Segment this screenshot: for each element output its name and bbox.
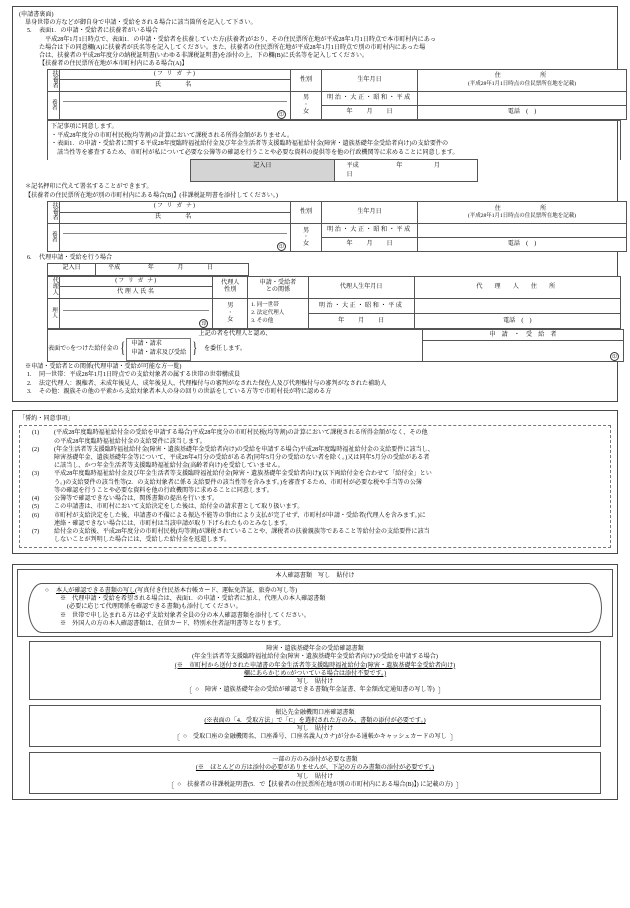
attachment-pension-underline-1: (※ 市町村から送付された申請書の年金生活者等支援臨時福祉給付金(障害・遺族基礎年金受給者向け) xyxy=(174,662,456,669)
panel-attachments xyxy=(12,564,618,800)
attachment-partial xyxy=(29,752,601,794)
table-b-side-label: 扶養者 xyxy=(48,201,60,224)
table-a-header-row xyxy=(48,69,627,80)
attachment-identity-title: 本人確認書類 写し 貼付け xyxy=(275,573,355,580)
bracket-right-icon: 〕 xyxy=(455,780,464,790)
table-a-address-header: 住 所 (平成28年1月1日時点の住民票所在地を記載) xyxy=(418,69,627,92)
agent-address-header: 代 理 人 住 所 xyxy=(414,276,620,299)
agent-tel-input[interactable]: 電話 ( ) xyxy=(414,314,620,329)
pledge-item-3: (3) 平成28年度臨時福祉給付金及び年金生活者等支援臨時福祉給付金(障害・遺族基礎年金受給者向け)(以下両給付金を合わせて「給付金」とい う。)の支給要件の該当性等(2．の支給対象者に係る支給要件の該当性等を含みます。)を審査するため、市町村が必要な税や手当等の公簿 等の確認を行うことや必要な資料を他の行政機関等に求めることに同意します。 xyxy=(32,471,432,494)
relation-note-3: 3. その他：親族その他の平素から支給対象者本人の身の回りの世話をしている方等で市町村長が特に認める方 xyxy=(27,388,332,395)
agent-side-label-2: 理人 xyxy=(48,299,60,329)
supporter-b-address-input[interactable] xyxy=(418,224,627,238)
supporter-gender-input[interactable]: 男 ・ 女 xyxy=(291,92,322,120)
supporter-name-input[interactable] xyxy=(60,92,291,120)
pledge-dashed-box xyxy=(19,425,611,548)
panel-sections-5-6 xyxy=(12,6,618,402)
attachment-pension-sub: (年金生活者等支援臨時福祉給付金(障害・遺族基礎年金受給者向け)の受給を申請する場合) xyxy=(192,654,438,661)
delegation-statement: 上記の者を代理人と認め、 表面で○をつけた給付金の { 申請・請求 申請・請求及び受給 } を委任します。 xyxy=(48,330,423,362)
section-6-number: 6. xyxy=(27,255,32,262)
attachment-pension-item-row[interactable] xyxy=(34,686,596,696)
supporter-era-input[interactable]: 明治・大正・昭和・平成 xyxy=(322,92,418,106)
supporter-birthdate-input[interactable]: 年 月 日 xyxy=(322,106,418,120)
supporter-table-b xyxy=(47,201,627,253)
section-5-title: 表面1．の申請・受給者に扶養者がいる場合 xyxy=(39,28,158,35)
section-5-body-1: 平成28年1月1日時点で、表面1．の申請・受給者を扶養していた方(扶養者)がおり、その住民票所在地が平成28年1月1日時点で本市町村内にあっ xyxy=(45,36,436,43)
supporter-b-era-input[interactable]: 明治・大正・昭和・平成 xyxy=(322,224,418,238)
relation-note-2: 2. 法定代理人：親権者、未成年後見人、成年後見人、代理権付与の審判がなされた保佐人及び代理権付与の審判がなされた補助人 xyxy=(27,380,387,387)
agent-date-table xyxy=(47,263,249,276)
bracket-left-icon: 〔 xyxy=(172,733,181,743)
circle-marker-icon: ○ xyxy=(183,733,188,741)
agent-side-label: 代理人 xyxy=(48,276,60,299)
agent-name-header: 代理人氏名 xyxy=(60,287,213,299)
table-a-gender-header: 性別 xyxy=(291,69,322,92)
section-5-body-3: 合は、扶養者の平成28年度分の納税証明書(いわゆる非課税証明書)を添付の上、下の欄(B)に氏名等を記入してください。 xyxy=(39,53,369,60)
pledge-title: 「誓約・同意事項」 xyxy=(19,416,74,423)
pledge-item-2: (2) (年金生活者等支援臨時福祉給付金(障害・遺族基礎年金受給者向け)の受給を申請する場合)平成28年度臨時福祉給付金の支給要件に該当し、 障害基礎年金、遺族基礎年金等について、平成28年4月分の受給がある者(同年5月分の受給のない者を除く。)又は同年5月分の受給がある者 に該当し、かつ年金生活者等支援臨時福祉給付金(高齢者向け)を受給していません。 xyxy=(32,446,434,470)
pledge-item-1: (1) (平成28年度臨時福祉給付金の受給を申請する場合)平成28年度分の市町村民税(均等割)の計算において課税される所得金額がなく、その他 の平成28年度臨時福祉給付金の支給要件に該当します。 xyxy=(32,430,428,445)
attachment-pension-underline-2: 欄にあらかじめ○がついている場合は添付不要です。) xyxy=(243,670,387,677)
agreement-date-label: 記入日 xyxy=(191,160,334,182)
attachment-bank-title: 振込先金融機関口座確認書類 xyxy=(275,709,355,716)
agent-gender-input[interactable]: 男 ・ 女 xyxy=(213,299,248,329)
attachment-identity-note-3: ※ 外国人の方の本人確認書類は、在留カード、特別永住者証明書等となります。 xyxy=(60,620,285,627)
agent-name-input[interactable] xyxy=(60,299,213,329)
agreement-date-row xyxy=(48,160,621,182)
section-5 xyxy=(19,27,611,68)
attachment-partial-item-row[interactable] xyxy=(34,781,596,791)
attachment-identity-note-1b: (必要に応じて代理関係を確認できる書類)も添付してください。 xyxy=(67,604,242,611)
agent-relation-options[interactable]: 1. 同一世帯 2. 法定代理人 3. その他 xyxy=(248,299,309,329)
agent-era-input[interactable]: 明治・大正・昭和・平成 xyxy=(308,299,414,314)
pledge-item-4: (4) 公簿等で確認できない場合は、関係書類の提出を行います。 xyxy=(32,496,219,503)
circle-marker-icon: ○ xyxy=(177,780,182,788)
table-a-entry-row xyxy=(48,92,627,106)
brace-left-icon: { xyxy=(120,340,125,358)
attachment-bank-sub: (※表面の「4．受取方法」で「C」を選択された方のみ、書類の添付が必要です。) xyxy=(204,718,426,725)
section-6 xyxy=(19,254,611,262)
table-a-side-label-2: 養者 xyxy=(48,92,60,120)
supporter-b-birthdate-input[interactable]: 年 月 日 xyxy=(322,238,418,252)
section-5-number: 5. xyxy=(27,28,32,35)
attachment-pension-item: 障害・遺族基礎年金の受給が確認できる書類(年金証書、年金額改定通知書の写し等) xyxy=(205,687,435,694)
relation-note-1: 1. 同一世帯：平成28年1月1日時点での支給対象者の属する世帯の世帯構成員 xyxy=(27,372,241,379)
agent-furigana-header: (フ リ ガ ナ) xyxy=(60,276,213,287)
bracket-left-icon: 〔 xyxy=(184,686,193,696)
attachment-bank-item-row[interactable] xyxy=(34,733,596,743)
table-b-address-header: 住 所 (平成28年1月1日時点の住民票所在地を記載) xyxy=(418,201,627,224)
table-a-name-header: 氏 名 xyxy=(60,80,291,92)
delegation-applicant-label: 申 請 ・ 受 給 者 xyxy=(423,330,624,341)
agent-gender-header: 代理人 性別 xyxy=(213,276,248,299)
table-b-side-label-2: 養者 xyxy=(48,224,60,252)
seal-icon: 印 xyxy=(199,319,208,328)
case-b-title: 【扶養者の住民票所在地が別の市町村内にある場合(B)】(非課税証明書を添付してください。) xyxy=(25,192,278,199)
panel-pledge xyxy=(12,410,618,554)
document-header: (申請書裏面) xyxy=(19,12,54,18)
agent-birthdate-header: 代理人生年月日 xyxy=(308,276,414,299)
attachment-bank-item: 受取口座の金融機関名、口座番号、口座名義人(カナ)が分かる通帳かキャッシュカードの写し xyxy=(193,734,447,741)
attachment-partial-title: 一部の方のみ添付が必要な書類 xyxy=(272,757,358,764)
bracket-right-icon: 〕 xyxy=(449,733,458,743)
bracket-left-icon: 〔 xyxy=(166,780,175,790)
attachment-identity-main[interactable]: ○ 本人が確認できる書類の写し(写真付き住民基本台帳カード、運転免許証、旅券の写し等) xyxy=(45,586,298,594)
attachment-identity xyxy=(17,569,613,637)
agreement-box xyxy=(47,120,621,182)
attachment-pension-copy-label: 写し 貼付け xyxy=(296,679,334,686)
agreement-date-input[interactable]: 平成 年 月 日 xyxy=(334,160,477,182)
attachment-identity-note-1a: ※ 代理申請・受給を希望される場合は、表面1．の申請・受給者に加え、代理人の本人確認書類 xyxy=(60,596,326,603)
seal-icon: 印 xyxy=(277,110,286,119)
intro-text: 単身世帯の方などが御自身で申請・受給をされる場合に該当箇所を記入して下さい。 xyxy=(25,20,257,27)
attachment-bank xyxy=(29,705,601,747)
table-a-birthdate-header: 生年月日 xyxy=(322,69,418,92)
table-b-furigana-header: (フ リ ガ ナ) xyxy=(60,201,291,212)
relation-notes-title: ※申請・受給者との関係(代理申請・受給が可能な方一覧) xyxy=(25,364,182,371)
seal-icon: 印 xyxy=(610,352,619,361)
attachment-pension xyxy=(29,641,601,700)
table-a-furigana-header: (フ リ ガ ナ) xyxy=(60,69,291,80)
pledge-item-6: (6) 市町村が支給決定をした後、申請書の不備による振込不能等の事由により支払が完了せず、市町村が申請・受給者(代理人を含みます。)に 連絡・確認できない場合には、市町村は当該申請が取り下げられたものとみなします。 xyxy=(32,512,426,527)
table-a-side-label: 扶養者 xyxy=(48,69,60,92)
bracket-right-icon: 〕 xyxy=(437,686,446,696)
supporter-b-gender-input[interactable]: 男 ・ 女 xyxy=(291,224,322,252)
attachment-identity-round-box xyxy=(28,583,602,634)
agent-address-input[interactable] xyxy=(414,299,620,314)
agent-relation-header: 申請・受給者 との関係 xyxy=(248,276,309,299)
section-6-title: 代理申請・受給を行う場合 xyxy=(39,255,113,262)
circle-marker-icon: ○ xyxy=(195,686,200,694)
table-b-name-header: 氏 名 xyxy=(60,212,291,224)
agent-birthdate-input[interactable]: 年 月 日 xyxy=(308,314,414,329)
form-page xyxy=(0,6,630,908)
section-5-body-2: た場合は下の同意欄(A)に扶養者が氏名等を記入してください。また、扶養者の住民票所在地が平成28年1月1日時点で別の市町村内にあった場 xyxy=(39,44,426,51)
attachment-identity-note-2: ※ 世帯で申し込まれる方は必ず支給対象者全員の分の本人確認書類を添付してください。 xyxy=(60,612,310,619)
pledge-item-5: (5) この申請書は、市町村において支給決定をした後は、給付金の請求書として取り扱います。 xyxy=(32,504,304,511)
agent-table xyxy=(47,276,621,330)
supporter-address-input[interactable] xyxy=(418,92,627,106)
supporter-b-name-input[interactable] xyxy=(60,224,291,252)
delegation-applicant-input[interactable] xyxy=(423,341,624,362)
seal-icon: 印 xyxy=(277,242,286,251)
delegation-table xyxy=(47,329,624,362)
attachment-partial-sub: (※ ほとんどの方は添付の必要がありませんが、下記の方のみ書類の添付が必要です。) xyxy=(195,765,435,772)
agreement-text: 下記事項に同意します。 ・平成28年度分の市町村民税(均等割)の計算において課税される所得金額がありません。 ・表面1．の申請・受給者に関する平成28年度臨時福祉給付金及び年金生活者等支援臨時福祉給付金(障害・遺族基礎年金受給者向け)の支給要件の 該当性等を審査するため、市町村が私について必要な公簿等の確認を行うことや必要な資料の提供等を他の行政機関等に求めることに同意します。 xyxy=(48,121,621,160)
case-a-title: 【扶養者の住民票所在地が本市町村内にある場合(A)】 xyxy=(39,61,188,68)
agent-date-input[interactable]: 平成 年 月 日 xyxy=(96,263,249,275)
brace-right-icon: } xyxy=(192,340,198,358)
delegation-options[interactable]: { 申請・請求 申請・請求及び受給 } xyxy=(119,338,199,360)
supporter-b-tel-input[interactable]: 電話 ( ) xyxy=(418,238,627,252)
supporter-tel-input[interactable]: 電話 ( ) xyxy=(418,106,627,120)
table-b-gender-header: 性別 xyxy=(291,201,322,224)
seal-note: ＊記名押印に代えて署名することができます。 xyxy=(25,184,153,191)
attachment-pension-title: 障害・遺族基礎年金の受給確認書類 xyxy=(266,646,364,653)
supporter-table-a xyxy=(47,69,627,121)
pledge-item-7: (7) 給付金の支給後、平成28年度分の市町村民税(均等割)が課税されていることや、課税者の扶養親族等であること等給付金の支給要件に該当 しないことが判明した場合には、受給した給付金を返還します。 xyxy=(32,528,430,544)
attachment-partial-copy-label: 写し 貼付け xyxy=(296,773,334,780)
attachment-partial-item: 扶養者の非課税証明書(5．で【扶養者の住民票所在地が別の市町村内にある場合(B)】) に記載の方) xyxy=(187,781,453,788)
agent-date-label: 記入日 xyxy=(48,263,96,275)
table-b-birthdate-header: 生年月日 xyxy=(322,201,418,224)
attachment-bank-copy-label: 写し 貼付け xyxy=(296,726,334,733)
circle-marker-icon: ○ xyxy=(45,586,49,594)
